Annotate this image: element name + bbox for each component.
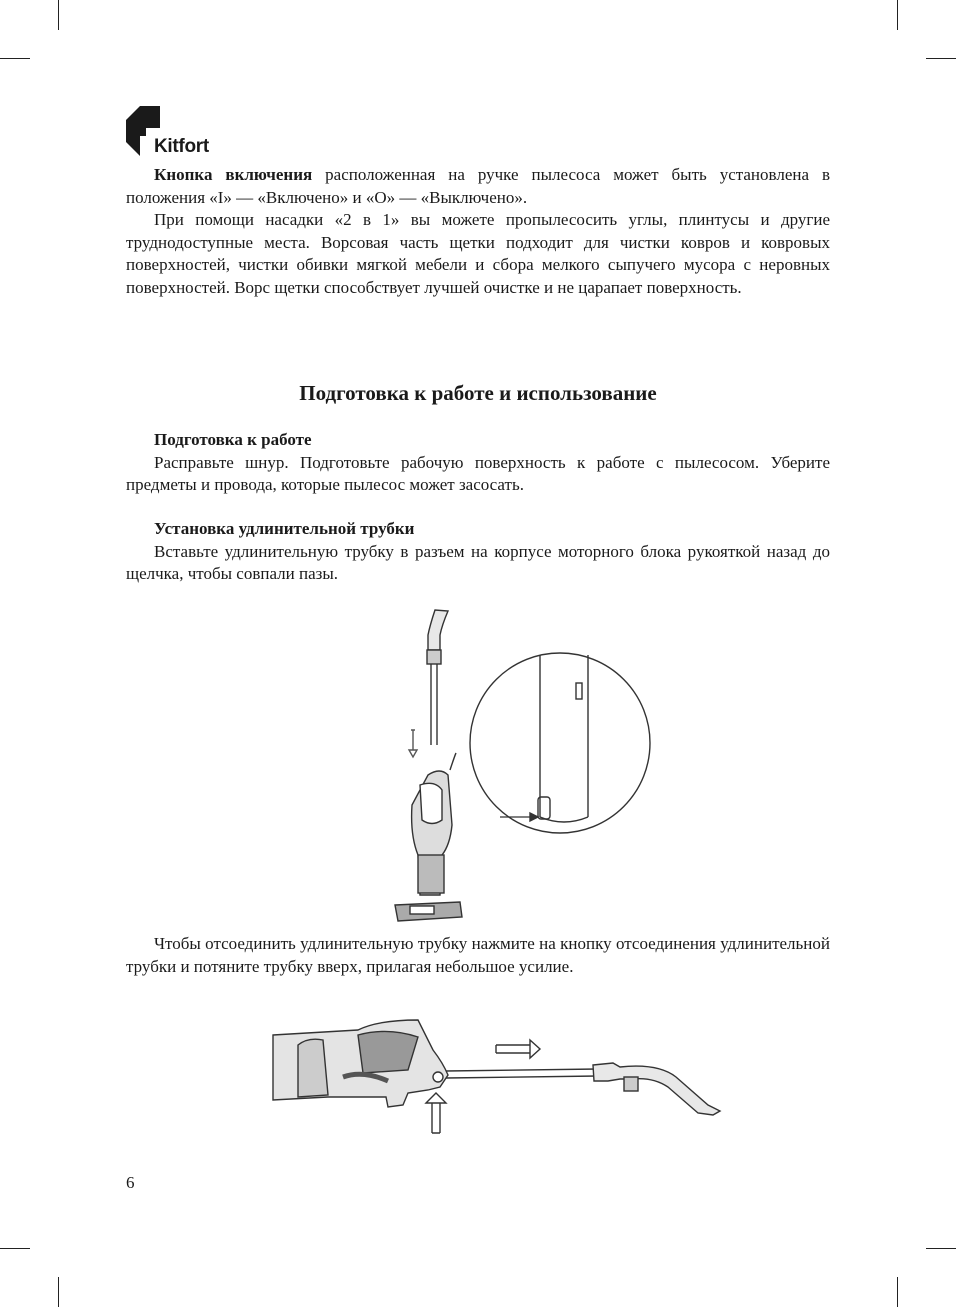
tube-text: Вставьте удлинительную трубку в разъем на корпусе моторного блока рукояткой назад до щелчка, чтобы совпали пазы. (126, 541, 830, 583)
intro-text (126, 164, 830, 299)
prep-block (126, 429, 830, 497)
detach-block (126, 933, 830, 978)
crop-mark (926, 58, 956, 59)
crop-mark (58, 0, 59, 30)
tube-block (126, 518, 830, 586)
page-number: 6 (126, 1173, 135, 1192)
tube-install-illustration (380, 605, 670, 930)
section-title: Подготовка к работе и использование (299, 381, 657, 405)
paragraph-power-button (126, 164, 830, 209)
crop-mark (897, 0, 898, 30)
crop-mark (58, 1277, 59, 1307)
tube-detach-illustration (268, 1015, 733, 1137)
power-button-desc: расположенная на ручке пылесоса может быть установлена в положения «I» — «Включено» и «O» — «Выключено». (126, 165, 830, 207)
crop-mark (0, 1248, 30, 1249)
paragraph-nozzle: При помощи насадки «2 в 1» вы можете пропылесосить углы, плинтусы и другие труднодоступные места. Ворсовая часть щетки подходит для чистки ковров и ковровых поверхностей, чистки обивки мягкой мебели и сбора мелкого сыпучего мусора с неровных поверхностей. Ворс щетки способствует лучшей очистке и не царапает поверхность. (126, 210, 830, 297)
detach-text: Чтобы отсоединить удлинительную трубку нажмите на кнопку отсоединения удлинительной трубки и потяните трубку вверх, прилагая небольшое усилие. (126, 934, 830, 976)
crop-mark (897, 1277, 898, 1307)
tube-title: Установка удлинительной трубки (154, 519, 415, 538)
power-button-term: Кнопка включения (154, 165, 313, 184)
prep-text: Расправьте шнур. Подготовьте рабочую поверхность к работе с пылесосом. Уберите предметы и провода, которые пылесос может засосать. (126, 452, 830, 494)
prep-title: Подготовка к работе (154, 430, 312, 449)
brand-name: Kitfort (154, 136, 209, 157)
crop-mark (0, 58, 30, 59)
crop-mark (926, 1248, 956, 1249)
